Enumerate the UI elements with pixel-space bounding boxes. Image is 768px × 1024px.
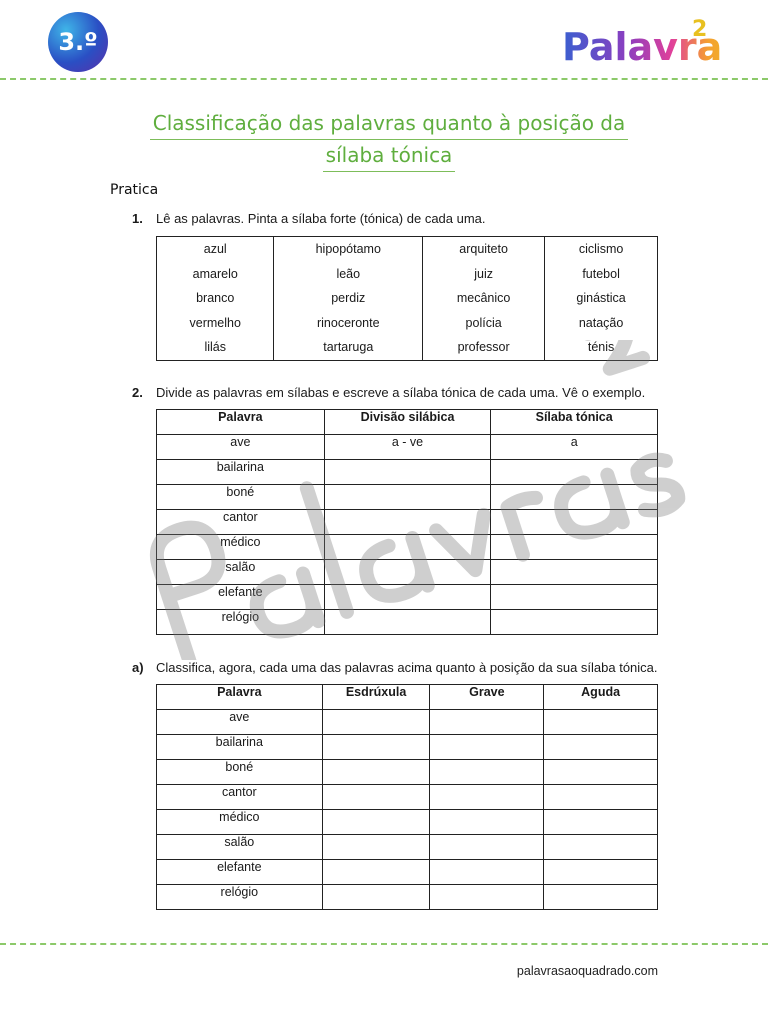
words-table — [156, 236, 658, 361]
answer-cell[interactable] — [491, 610, 658, 635]
answer-cell[interactable] — [322, 835, 430, 860]
word-cell: médico — [157, 810, 323, 835]
logo-superscript: 2 — [692, 17, 708, 42]
question-1-number: 1. — [132, 211, 143, 226]
palavras-logo — [560, 10, 720, 70]
question-2 — [132, 385, 645, 400]
word-cell: relógio — [157, 610, 325, 635]
word-cell: cantor — [157, 785, 323, 810]
word-cell: ginástica — [545, 286, 658, 311]
answer-cell[interactable] — [491, 510, 658, 535]
word-cell: polícia — [423, 311, 545, 336]
answer-cell[interactable] — [491, 585, 658, 610]
word-cell: bailarina — [157, 735, 323, 760]
word-cell: natação — [545, 311, 658, 336]
table-row — [157, 610, 658, 635]
word-cell: azul — [157, 237, 274, 262]
question-a — [132, 660, 658, 675]
word-cell: rinoceronte — [274, 311, 423, 336]
section-heading: Pratica — [110, 182, 159, 198]
table-row — [157, 311, 658, 336]
question-a-text: Classifica, agora, cada uma das palavras acima quanto à posição da sua sílaba tónica. — [156, 660, 658, 675]
word-cell: branco — [157, 286, 274, 311]
table-row — [157, 560, 658, 585]
answer-cell[interactable]: a — [491, 435, 658, 460]
top-divider — [0, 78, 768, 80]
answer-cell[interactable] — [544, 835, 658, 860]
question-2-text: Divide as palavras em sílabas e escreve a sílaba tónica de cada uma. Vê o exemplo. — [156, 385, 646, 400]
table-row — [157, 835, 658, 860]
column-header: Aguda — [544, 685, 658, 710]
bottom-divider — [0, 943, 768, 945]
answer-cell[interactable] — [430, 810, 544, 835]
answer-cell[interactable] — [322, 885, 430, 910]
table-row — [157, 710, 658, 735]
answer-cell[interactable] — [324, 585, 491, 610]
word-cell: boné — [157, 760, 323, 785]
table-row — [157, 510, 658, 535]
answer-cell[interactable] — [322, 810, 430, 835]
table-row — [157, 535, 658, 560]
answer-cell[interactable] — [430, 710, 544, 735]
answer-cell[interactable] — [430, 760, 544, 785]
table-row — [157, 785, 658, 810]
word-cell: bailarina — [157, 460, 325, 485]
table-row — [157, 435, 658, 460]
column-header: Sílaba tónica — [491, 410, 658, 435]
answer-cell[interactable] — [324, 485, 491, 510]
answer-cell[interactable] — [544, 860, 658, 885]
answer-cell[interactable] — [491, 485, 658, 510]
answer-cell[interactable] — [430, 885, 544, 910]
word-cell: futebol — [545, 262, 658, 287]
answer-cell[interactable] — [430, 835, 544, 860]
answer-cell[interactable] — [324, 460, 491, 485]
word-cell: elefante — [157, 860, 323, 885]
answer-cell[interactable] — [324, 510, 491, 535]
table-row — [157, 760, 658, 785]
word-cell: mecânico — [423, 286, 545, 311]
answer-cell[interactable] — [544, 735, 658, 760]
word-cell: salão — [157, 560, 325, 585]
answer-cell[interactable] — [544, 710, 658, 735]
table-row — [157, 335, 658, 360]
classification-table — [156, 684, 658, 910]
column-header: Esdrúxula — [322, 685, 430, 710]
word-cell: boné — [157, 485, 325, 510]
table-row — [157, 485, 658, 510]
answer-cell[interactable] — [430, 860, 544, 885]
answer-cell[interactable] — [322, 860, 430, 885]
table-row — [157, 585, 658, 610]
answer-cell[interactable] — [544, 885, 658, 910]
word-cell: médico — [157, 535, 325, 560]
table-row — [157, 286, 658, 311]
question-1-text: Lê as palavras. Pinta a sílaba forte (tónica) de cada uma. — [156, 211, 486, 226]
column-header: Grave — [430, 685, 544, 710]
answer-cell[interactable] — [491, 560, 658, 585]
word-cell: hipopótamo — [274, 237, 423, 262]
syllable-table — [156, 409, 658, 635]
table-row — [157, 262, 658, 287]
title-line-1: Classificação das palavras quanto à posição da — [150, 108, 629, 140]
word-cell: relógio — [157, 885, 323, 910]
column-header: Palavra — [157, 410, 325, 435]
answer-cell[interactable] — [430, 785, 544, 810]
table-row — [157, 810, 658, 835]
word-cell: cantor — [157, 510, 325, 535]
answer-cell[interactable] — [491, 535, 658, 560]
word-cell: amarelo — [157, 262, 274, 287]
column-header: Palavra — [157, 685, 323, 710]
word-cell: lilás — [157, 335, 274, 360]
answer-cell[interactable] — [544, 760, 658, 785]
word-cell: arquiteto — [423, 237, 545, 262]
answer-cell[interactable] — [322, 785, 430, 810]
answer-cell[interactable] — [544, 810, 658, 835]
table-row — [157, 860, 658, 885]
table-row — [157, 460, 658, 485]
column-header: Divisão silábica — [324, 410, 491, 435]
word-cell: ave — [157, 710, 323, 735]
word-cell: juiz — [423, 262, 545, 287]
word-cell: tartaruga — [274, 335, 423, 360]
footer-website: palavrasaoquadrado.com — [516, 964, 658, 978]
table-row — [157, 885, 658, 910]
answer-cell[interactable] — [324, 535, 491, 560]
question-a-number: a) — [132, 660, 144, 675]
answer-cell[interactable]: a - ve — [324, 435, 491, 460]
answer-cell[interactable] — [322, 735, 430, 760]
word-cell: elefante — [157, 585, 325, 610]
logo-wordmark: Palavra — [562, 25, 720, 69]
word-cell: ciclismo — [545, 237, 658, 262]
word-cell: ave — [157, 435, 325, 460]
table-row — [157, 735, 658, 760]
table-row — [157, 237, 658, 262]
page-title — [90, 108, 688, 172]
word-cell: perdiz — [274, 286, 423, 311]
question-2-number: 2. — [132, 385, 143, 400]
word-cell: vermelho — [157, 311, 274, 336]
answer-cell[interactable] — [430, 735, 544, 760]
question-1 — [132, 211, 486, 226]
grade-badge: 3.º — [48, 12, 108, 72]
answer-cell[interactable] — [322, 760, 430, 785]
word-cell: salão — [157, 835, 323, 860]
word-cell: leão — [274, 262, 423, 287]
answer-cell[interactable] — [324, 610, 491, 635]
title-line-2: sílaba tónica — [323, 140, 456, 172]
word-cell: ténis — [545, 335, 658, 360]
answer-cell[interactable] — [324, 560, 491, 585]
word-cell: professor — [423, 335, 545, 360]
answer-cell[interactable] — [322, 710, 430, 735]
answer-cell[interactable] — [491, 460, 658, 485]
answer-cell[interactable] — [544, 785, 658, 810]
